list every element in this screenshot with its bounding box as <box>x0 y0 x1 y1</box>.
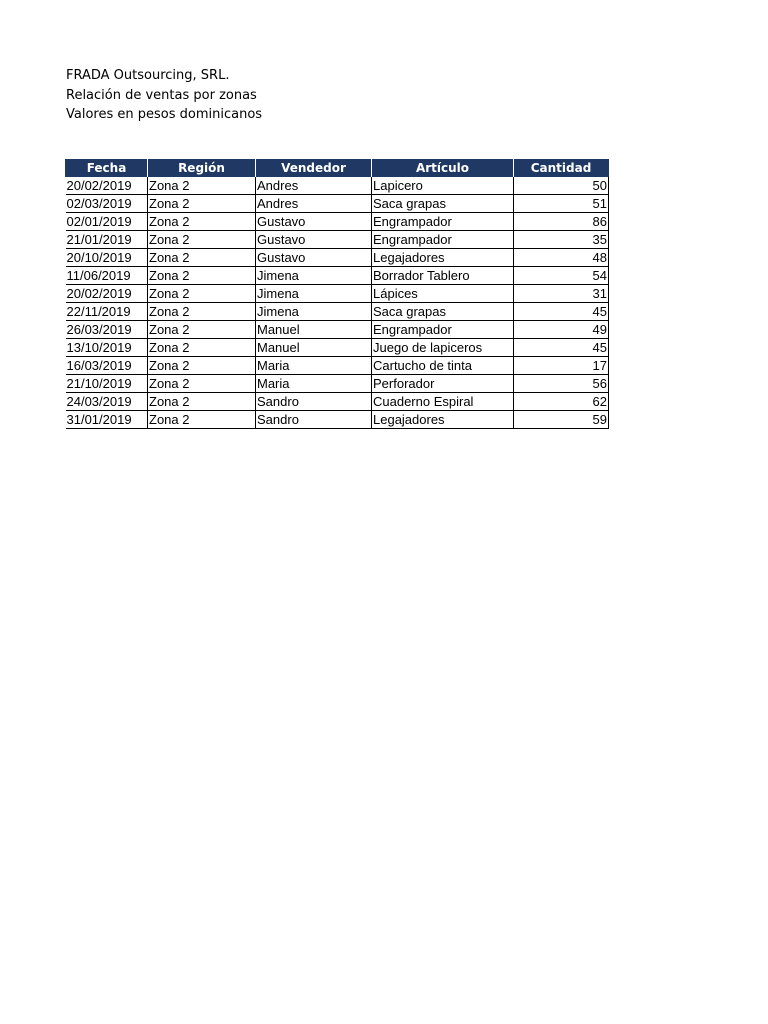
cell-fecha: 16/03/2019 <box>66 357 148 375</box>
cell-fecha: 02/03/2019 <box>66 195 148 213</box>
table-row <box>66 393 609 411</box>
cell-region: Zona 2 <box>148 357 256 375</box>
sales-table-body <box>66 177 609 429</box>
cell-cantidad: 62 <box>514 393 609 411</box>
cell-fecha: 31/01/2019 <box>66 411 148 429</box>
cell-fecha: 20/02/2019 <box>66 285 148 303</box>
cell-cantidad: 54 <box>514 267 609 285</box>
cell-region: Zona 2 <box>148 213 256 231</box>
table-row <box>66 267 609 285</box>
column-header-cantidad: Cantidad <box>514 159 609 177</box>
table-row <box>66 195 609 213</box>
cell-fecha: 11/06/2019 <box>66 267 148 285</box>
cell-cantidad: 50 <box>514 177 609 195</box>
cell-cantidad: 45 <box>514 303 609 321</box>
cell-articulo: Cuaderno Espiral <box>372 393 514 411</box>
cell-vendedor: Gustavo <box>256 213 372 231</box>
table-row <box>66 321 609 339</box>
sales-table <box>65 159 609 429</box>
cell-cantidad: 56 <box>514 375 609 393</box>
table-row <box>66 411 609 429</box>
header-row <box>66 159 609 177</box>
column-header-vendedor: Vendedor <box>256 159 372 177</box>
table-row <box>66 339 609 357</box>
currency-note: Valores en pesos dominicanos <box>66 107 263 122</box>
cell-region: Zona 2 <box>148 285 256 303</box>
cell-vendedor: Maria <box>256 357 372 375</box>
cell-articulo: Engrampador <box>372 231 514 249</box>
cell-articulo: Lapicero <box>372 177 514 195</box>
cell-fecha: 21/10/2019 <box>66 375 148 393</box>
cell-fecha: 21/01/2019 <box>66 231 148 249</box>
cell-region: Zona 2 <box>148 375 256 393</box>
column-header-articulo: Artículo <box>372 159 514 177</box>
cell-cantidad: 49 <box>514 321 609 339</box>
cell-cantidad: 17 <box>514 357 609 375</box>
cell-region: Zona 2 <box>148 339 256 357</box>
table-row <box>66 303 609 321</box>
cell-region: Zona 2 <box>148 249 256 267</box>
cell-fecha: 26/03/2019 <box>66 321 148 339</box>
cell-articulo: Legajadores <box>372 411 514 429</box>
cell-articulo: Cartucho de tinta <box>372 357 514 375</box>
cell-articulo: Juego de lapiceros <box>372 339 514 357</box>
cell-region: Zona 2 <box>148 321 256 339</box>
cell-fecha: 20/10/2019 <box>66 249 148 267</box>
cell-fecha: 24/03/2019 <box>66 393 148 411</box>
cell-cantidad: 86 <box>514 213 609 231</box>
cell-articulo: Borrador Tablero <box>372 267 514 285</box>
cell-region: Zona 2 <box>148 231 256 249</box>
cell-articulo: Saca grapas <box>372 303 514 321</box>
cell-cantidad: 48 <box>514 249 609 267</box>
cell-vendedor: Sandro <box>256 393 372 411</box>
cell-articulo: Engrampador <box>372 213 514 231</box>
cell-vendedor: Maria <box>256 375 372 393</box>
cell-vendedor: Sandro <box>256 411 372 429</box>
cell-articulo: Perforador <box>372 375 514 393</box>
cell-vendedor: Jimena <box>256 303 372 321</box>
report-heading <box>66 66 262 125</box>
cell-vendedor: Andres <box>256 195 372 213</box>
cell-vendedor: Andres <box>256 177 372 195</box>
table-row <box>66 285 609 303</box>
table-row <box>66 357 609 375</box>
cell-vendedor: Manuel <box>256 321 372 339</box>
cell-articulo: Engrampador <box>372 321 514 339</box>
cell-region: Zona 2 <box>148 195 256 213</box>
cell-vendedor: Gustavo <box>256 249 372 267</box>
table-row <box>66 177 609 195</box>
cell-cantidad: 31 <box>514 285 609 303</box>
cell-vendedor: Manuel <box>256 339 372 357</box>
table-row <box>66 375 609 393</box>
cell-cantidad: 35 <box>514 231 609 249</box>
cell-region: Zona 2 <box>148 267 256 285</box>
column-header-region: Región <box>148 159 256 177</box>
cell-fecha: 02/01/2019 <box>66 213 148 231</box>
cell-vendedor: Jimena <box>256 267 372 285</box>
cell-articulo: Lápices <box>372 285 514 303</box>
table-row <box>66 213 609 231</box>
cell-vendedor: Gustavo <box>256 231 372 249</box>
table-row <box>66 231 609 249</box>
column-header-fecha: Fecha <box>66 159 148 177</box>
cell-region: Zona 2 <box>148 303 256 321</box>
report-title: Relación de ventas por zonas <box>66 87 257 103</box>
cell-vendedor: Jimena <box>256 285 372 303</box>
cell-articulo: Saca grapas <box>372 195 514 213</box>
cell-fecha: 20/02/2019 <box>66 177 148 195</box>
cell-region: Zona 2 <box>148 411 256 429</box>
cell-region: Zona 2 <box>148 393 256 411</box>
sales-table-header <box>66 159 609 177</box>
cell-fecha: 13/10/2019 <box>66 339 148 357</box>
cell-cantidad: 59 <box>514 411 609 429</box>
table-row <box>66 249 609 267</box>
cell-articulo: Legajadores <box>372 249 514 267</box>
cell-cantidad: 45 <box>514 339 609 357</box>
cell-cantidad: 51 <box>514 195 609 213</box>
company-name: FRADA Outsourcing, SRL. <box>66 68 230 83</box>
cell-fecha: 22/11/2019 <box>66 303 148 321</box>
cell-region: Zona 2 <box>148 177 256 195</box>
